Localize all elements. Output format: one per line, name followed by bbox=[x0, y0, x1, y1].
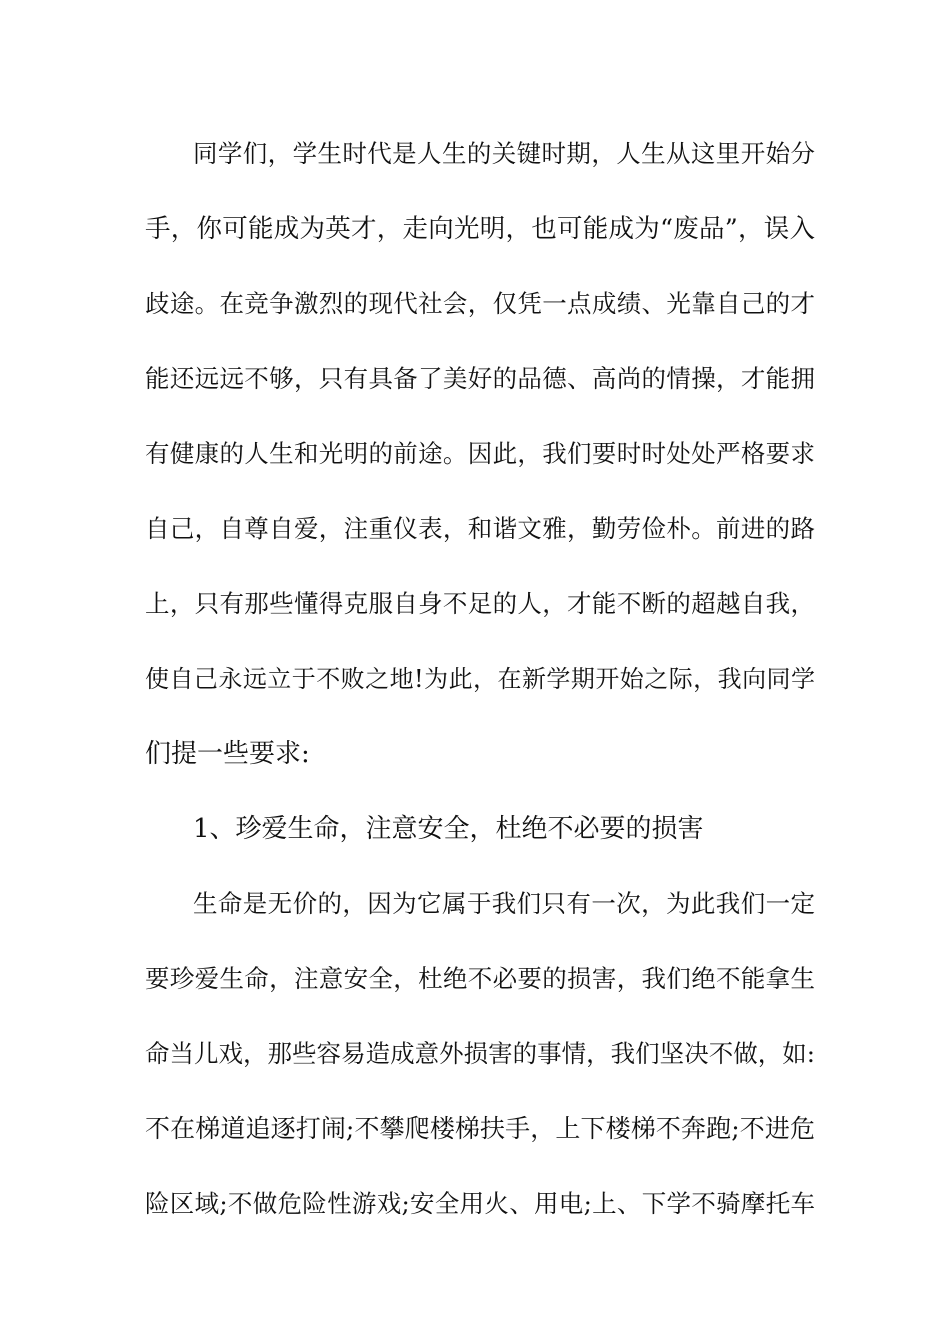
paragraph-line: 使自己永远立于不败之地!为此，在新学期开始之际，我向同学 bbox=[145, 665, 815, 693]
paragraph-line: 上，只有那些懂得克服自身不足的人，才能不断的超越自我， bbox=[145, 589, 815, 618]
section-heading: 1、珍爱生命，注意安全，杜绝不必要的损害 bbox=[193, 814, 704, 844]
paragraph-line: 有健康的人生和光明的前途。因此，我们要时时处处严格要求 bbox=[145, 439, 815, 468]
paragraph-line: 同学们，学生时代是人生的关键时期，人生从这里开始分 bbox=[193, 139, 815, 168]
paragraph-line: 歧途。在竞争激烈的现代社会，仅凭一点成绩、光靠自己的才 bbox=[145, 289, 815, 318]
paragraph-line: 能还远远不够，只有具备了美好的品德、高尚的情操，才能拥 bbox=[145, 364, 815, 393]
paragraph-line: 自己，自尊自爱，注重仪表，和谐文雅，勤劳俭朴。前进的路 bbox=[145, 514, 815, 543]
paragraph-line: 生命是无价的，因为它属于我们只有一次，为此我们一定 bbox=[193, 889, 815, 918]
paragraph-line: 险区域;不做危险性游戏;安全用火、用电;上、下学不骑摩托车 bbox=[145, 1189, 815, 1218]
paragraph-line: 要珍爱生命，注意安全，杜绝不必要的损害，我们绝不能拿生 bbox=[145, 964, 815, 993]
paragraph-line: 命当儿戏，那些容易造成意外损害的事情，我们坚决不做，如: bbox=[145, 1039, 815, 1068]
paragraph-line: 们提一些要求: bbox=[145, 739, 310, 769]
paragraph-line: 手，你可能成为英才，走向光明，也可能成为“废品”，误入 bbox=[145, 214, 815, 244]
paragraph-line: 不在梯道追逐打闹;不攀爬楼梯扶手，上下楼梯不奔跑;不进危 bbox=[145, 1114, 815, 1143]
